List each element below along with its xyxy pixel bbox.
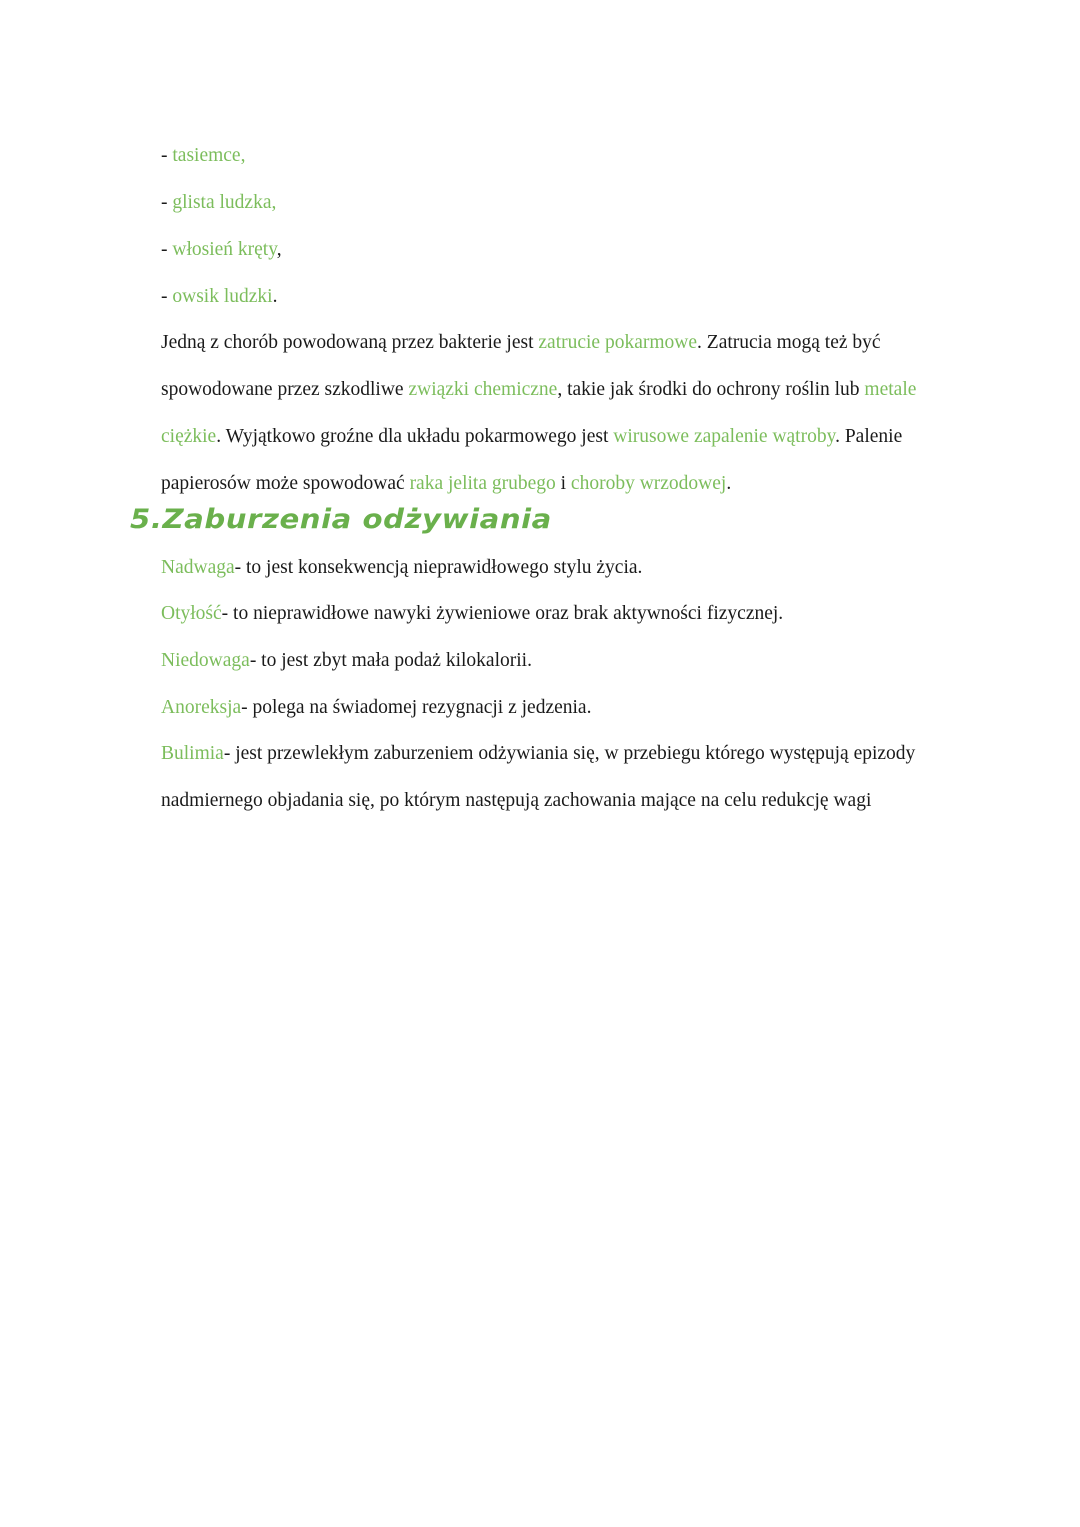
highlight-term: raka jelita grubego	[409, 473, 556, 494]
list-item-text: glista ludzka,	[172, 192, 277, 213]
definition-term: Otyłość	[161, 603, 222, 624]
paragraph-line: Jedną z chorób powodowaną przez bakterie jest zatrucie pokarmowe. Zatrucia mogą też być	[161, 332, 881, 353]
section-heading: 5.Zaburzenia odżywiania	[130, 504, 552, 535]
definition-text: - to jest zbyt mała podaż kilokalorii.	[249, 650, 532, 671]
definition-text: - to jest konsekwencją nieprawidłowego stylu życia.	[234, 557, 643, 578]
highlight-term: ciężkie	[161, 426, 217, 447]
definition-text: - jest przewlekłym zaburzeniem odżywiania się, w przebiegu którego występują epizody	[223, 743, 916, 764]
highlight-term: choroby wrzodowej	[570, 473, 727, 494]
definition-line	[161, 602, 783, 626]
definition-continuation: nadmiernego objadania się, po którym następują zachowania mające na celu redukcję wagi	[161, 790, 872, 811]
definition-line	[161, 696, 591, 720]
definition-line	[161, 649, 532, 673]
list-item-text: tasiemce,	[172, 145, 246, 166]
highlight-term: wirusowe zapalenie wątroby	[613, 426, 836, 447]
list-item: - glista ludzka,	[161, 192, 277, 213]
list-item: - owsik ludzki.	[161, 286, 278, 307]
definition-term: Nadwaga	[161, 557, 235, 578]
paragraph-line: papierosów może spowodować raka jelita grubego i choroby wrzodowej.	[161, 473, 732, 494]
list-item: - włosień kręty,	[161, 239, 282, 260]
paragraph-line: ciężkie. Wyjątkowo groźne dla układu pokarmowego jest wirusowe zapalenie wątroby. Palenie	[161, 426, 903, 447]
highlight-term: metale	[864, 379, 917, 400]
definition-term: Anoreksja	[161, 697, 242, 718]
definition-text: - to nieprawidłowe nawyki żywieniowe oraz brak aktywności fizycznej.	[221, 603, 784, 624]
definition-term: Niedowaga	[161, 650, 250, 671]
definition-term: Bulimia	[161, 743, 224, 764]
list-item-text: owsik ludzki	[172, 286, 273, 307]
list-item-text: włosień kręty	[172, 239, 277, 260]
list-item: - tasiemce,	[161, 145, 246, 166]
definition-text: - polega na świadomej rezygnacji z jedzenia.	[241, 697, 592, 718]
definition-line	[161, 742, 915, 766]
definition-line	[161, 556, 642, 580]
highlight-term: związki chemiczne	[408, 379, 558, 400]
highlight-term: zatrucie pokarmowe	[538, 332, 698, 353]
paragraph-line: spowodowane przez szkodliwe związki chemiczne, takie jak środki do ochrony roślin lub metale	[161, 379, 917, 400]
